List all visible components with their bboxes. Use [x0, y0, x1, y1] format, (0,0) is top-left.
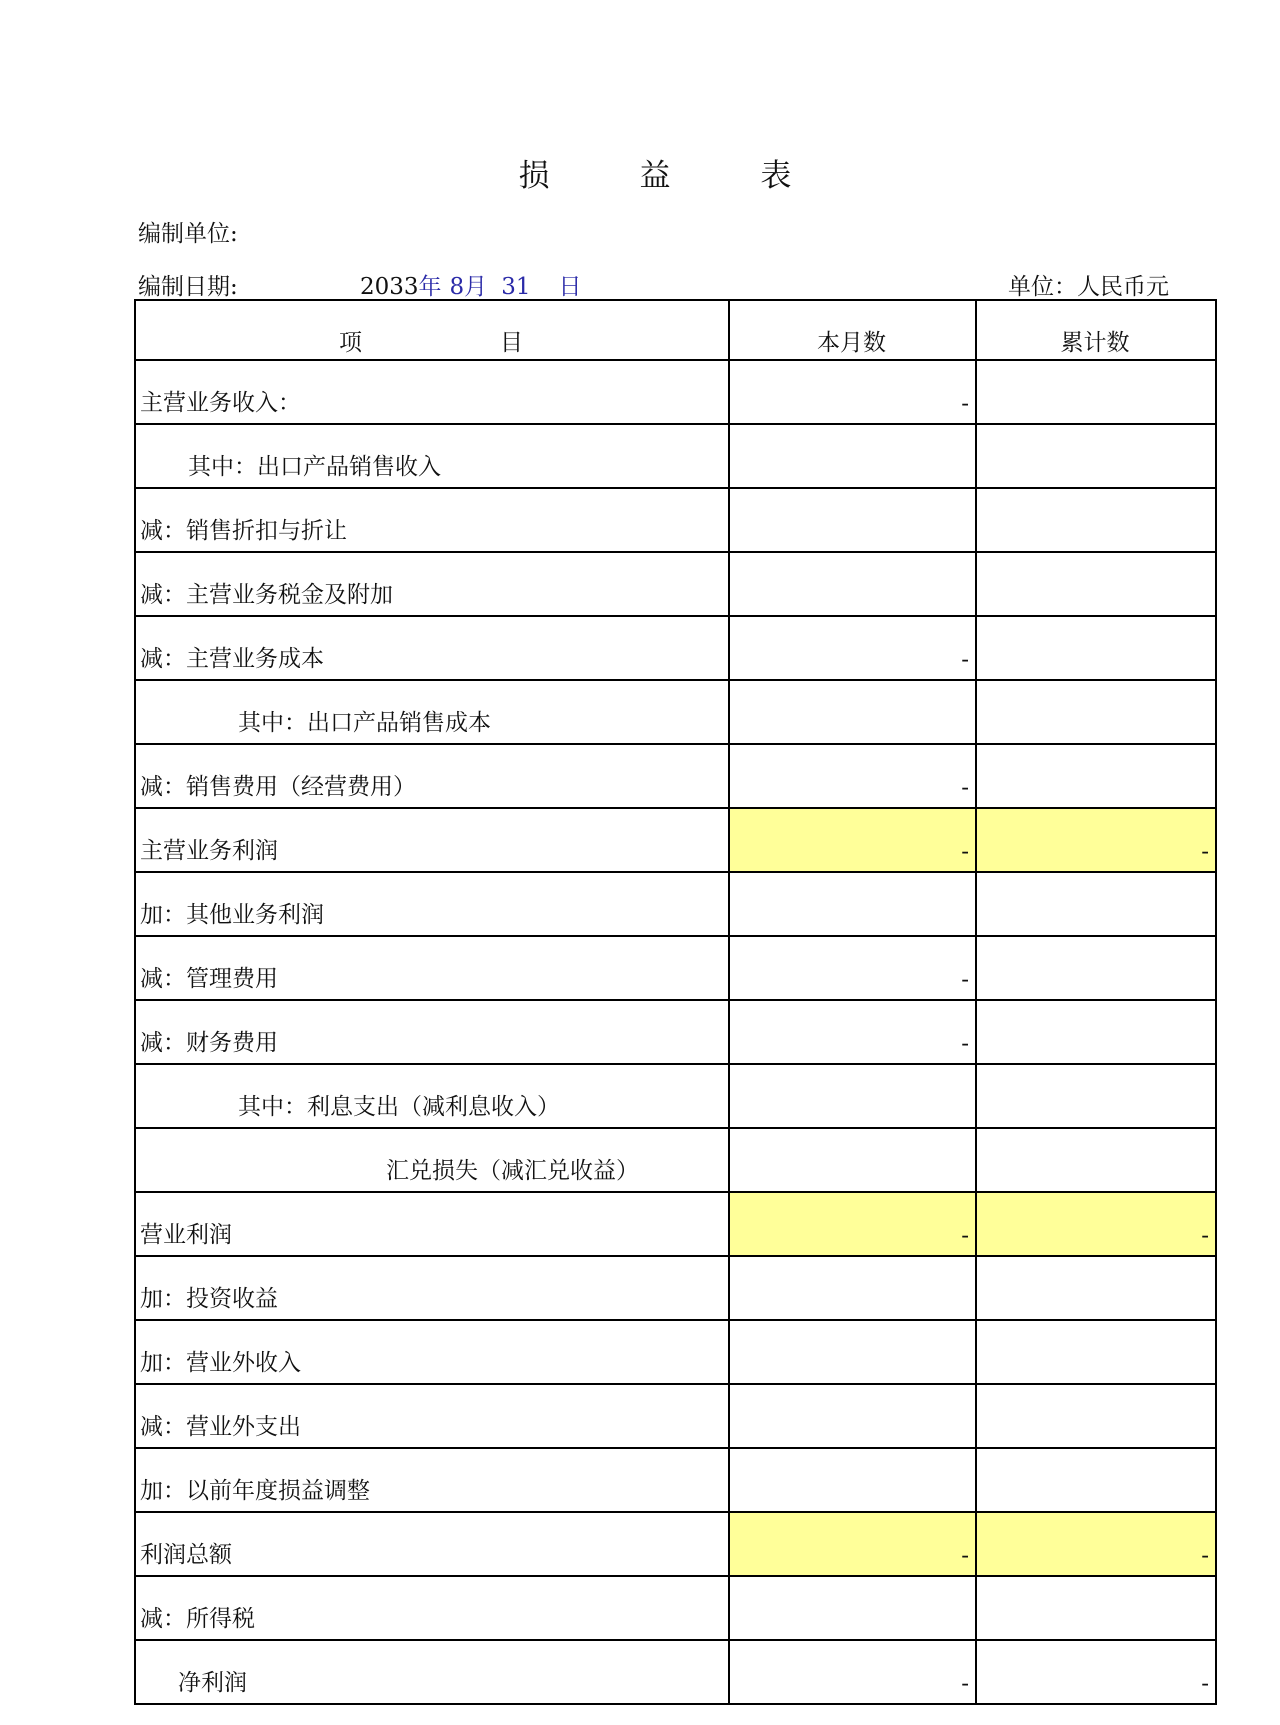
cumulative-cell[interactable] [976, 936, 1216, 1000]
header-row [135, 300, 1216, 360]
month-cell[interactable] [729, 552, 976, 616]
date-day-suffix: 日 [558, 274, 582, 300]
table-row [135, 872, 1216, 936]
table-row [135, 552, 1216, 616]
table-row [135, 1576, 1216, 1640]
table-row-subtotal [135, 808, 1216, 872]
month-cell[interactable] [729, 1576, 976, 1640]
month-cell[interactable]: - [729, 744, 976, 808]
cumulative-cell[interactable]: - [976, 1512, 1216, 1576]
month-cell[interactable]: - [729, 616, 976, 680]
table-row [135, 680, 1216, 744]
income-statement-table [134, 299, 1217, 1705]
month-cell[interactable] [729, 1384, 976, 1448]
header-cumulative: 累计数 [976, 300, 1216, 360]
table-row [135, 936, 1216, 1000]
table-row [135, 1384, 1216, 1448]
row-label: 减：管理费用 [135, 936, 729, 1000]
table-row [135, 424, 1216, 488]
month-cell[interactable] [729, 1064, 976, 1128]
month-cell[interactable] [729, 488, 976, 552]
date-year-suffix: 年 [418, 274, 442, 300]
header-item: 项 目 [135, 300, 729, 360]
cumulative-cell[interactable] [976, 488, 1216, 552]
row-label: 减：营业外支出 [135, 1384, 729, 1448]
row-label: 减：销售折扣与折让 [135, 488, 729, 552]
table-row [135, 360, 1216, 424]
cumulative-cell[interactable] [976, 1000, 1216, 1064]
cumulative-cell[interactable] [976, 872, 1216, 936]
header-month: 本月数 [729, 300, 976, 360]
row-label: 加：其他业务利润 [135, 872, 729, 936]
cumulative-cell[interactable] [976, 1256, 1216, 1320]
page-title: 损 益 表 [518, 158, 832, 194]
row-label: 汇兑损失（减汇兑收益） [135, 1128, 729, 1192]
cumulative-cell[interactable]: - [976, 808, 1216, 872]
row-label: 加：营业外收入 [135, 1320, 729, 1384]
currency-label: 单位：人民币元 [1008, 274, 1169, 300]
table-row [135, 1320, 1216, 1384]
row-label: 利润总额 [135, 1512, 729, 1576]
month-cell[interactable]: - [729, 1192, 976, 1256]
table-row [135, 616, 1216, 680]
table-row [135, 1448, 1216, 1512]
date-day: 31 [501, 274, 531, 300]
cumulative-cell[interactable] [976, 680, 1216, 744]
table-row [135, 488, 1216, 552]
row-label: 减：销售费用（经营费用） [135, 744, 729, 808]
row-label: 减：主营业务成本 [135, 616, 729, 680]
month-cell[interactable] [729, 872, 976, 936]
cumulative-cell[interactable] [976, 1320, 1216, 1384]
table-row [135, 1128, 1216, 1192]
month-cell[interactable]: - [729, 360, 976, 424]
cumulative-cell[interactable] [976, 1064, 1216, 1128]
month-cell[interactable] [729, 424, 976, 488]
month-cell[interactable]: - [729, 1512, 976, 1576]
month-cell[interactable] [729, 1448, 976, 1512]
cumulative-cell[interactable] [976, 744, 1216, 808]
row-label: 营业利润 [135, 1192, 729, 1256]
table-row-total [135, 1640, 1216, 1704]
cumulative-cell[interactable] [976, 616, 1216, 680]
cumulative-cell[interactable] [976, 1128, 1216, 1192]
date-year: 2033 [360, 274, 419, 300]
row-label: 减：主营业务税金及附加 [135, 552, 729, 616]
row-label: 其中：出口产品销售收入 [135, 424, 729, 488]
row-label: 减：所得税 [135, 1576, 729, 1640]
cumulative-cell[interactable]: - [976, 1640, 1216, 1704]
cumulative-cell[interactable] [976, 424, 1216, 488]
cumulative-cell[interactable] [976, 360, 1216, 424]
month-cell[interactable] [729, 680, 976, 744]
table-row [135, 1064, 1216, 1128]
row-label: 加：以前年度损益调整 [135, 1448, 729, 1512]
month-cell[interactable]: - [729, 1640, 976, 1704]
cumulative-cell[interactable] [976, 552, 1216, 616]
table-row [135, 1256, 1216, 1320]
row-label: 主营业务利润 [135, 808, 729, 872]
cumulative-cell[interactable] [976, 1384, 1216, 1448]
row-label: 净利润 [135, 1640, 729, 1704]
month-cell[interactable]: - [729, 808, 976, 872]
month-cell[interactable] [729, 1320, 976, 1384]
table-row [135, 744, 1216, 808]
month-cell[interactable] [729, 1256, 976, 1320]
compiled-by-label: 编制单位: [138, 221, 238, 247]
cumulative-cell[interactable] [976, 1576, 1216, 1640]
row-label: 其中：利息支出（减利息收入） [135, 1064, 729, 1128]
table-row-subtotal [135, 1512, 1216, 1576]
table-row-subtotal [135, 1192, 1216, 1256]
row-label: 减：财务费用 [135, 1000, 729, 1064]
date-value [360, 268, 581, 301]
row-label: 加：投资收益 [135, 1256, 729, 1320]
month-cell[interactable]: - [729, 1000, 976, 1064]
month-cell[interactable]: - [729, 936, 976, 1000]
row-label: 主营业务收入： [135, 360, 729, 424]
cumulative-cell[interactable] [976, 1448, 1216, 1512]
month-cell[interactable] [729, 1128, 976, 1192]
date-label: 编制日期: [138, 274, 238, 300]
table-row [135, 1000, 1216, 1064]
row-label: 其中：出口产品销售成本 [135, 680, 729, 744]
cumulative-cell[interactable]: - [976, 1192, 1216, 1256]
date-month: 8月 [449, 274, 488, 300]
